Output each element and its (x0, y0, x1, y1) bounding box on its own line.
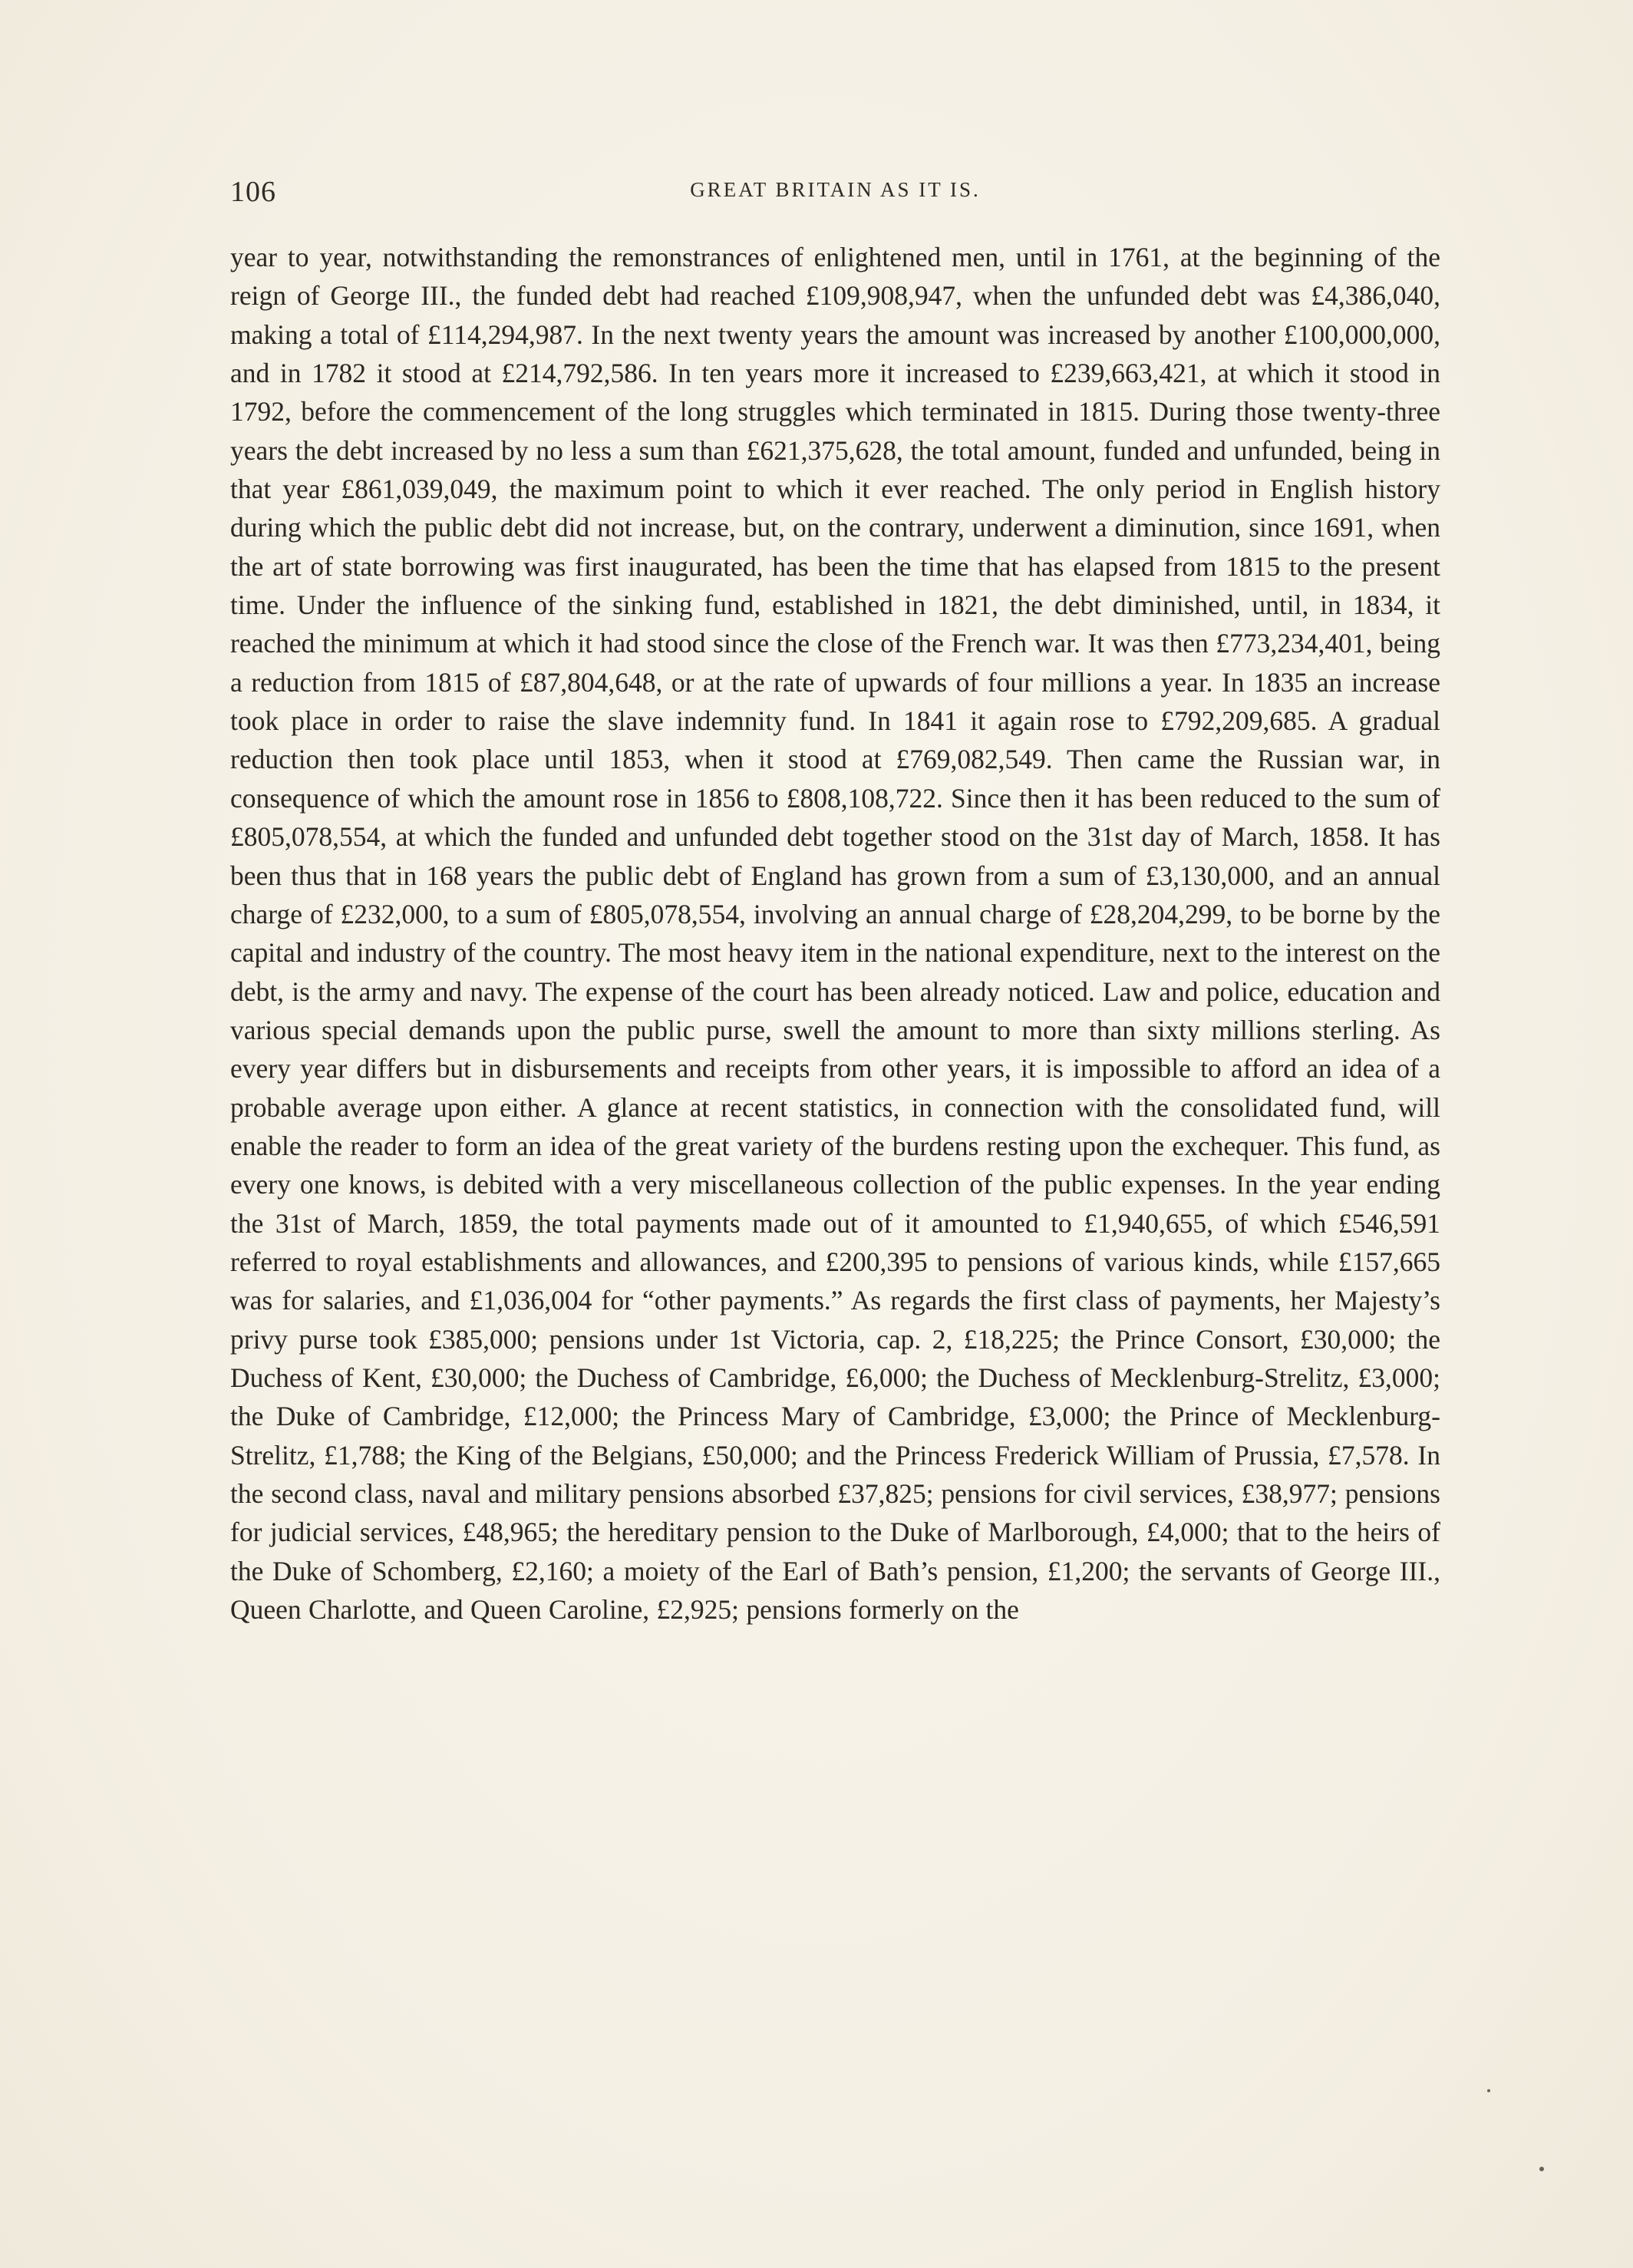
page-header (230, 175, 1440, 213)
body-paragraph: year to year, notwithstanding the remonstrances of enlightened men, until in 1761, at the beginning of the reign of George III., the funded debt had reached £109,908,947, when the unfunded debt was £4,386,040, making a total of £114,294,987. In the next twenty years the amount was increased by another £100,000,000, and in 1782 it stood at £214,792,586. In ten years more it increased to £239,663,421, at which it stood in 1792, before the commencement of the long struggles which terminated in 1815. During those twenty-three years the debt increased by no less a sum than £621,375,628, the total amount, funded and unfunded, being in that year £861,039,049, the maximum point to which it ever reached. The only period in English history during which the public debt did not increase, but, on the contrary, underwent a diminution, since 1691, when the art of state borrowing was first inaugurated, has been the time that has elapsed from 1815 to the present time. Under the influence of the sinking fund, established in 1821, the debt diminished, until, in 1834, it reached the minimum at which it had stood since the close of the French war. It was then £773,234,401, being a reduction from 1815 of £87,804,648, or at the rate of upwards of four millions a year. In 1835 an increase took place in order to raise the slave indemnity fund. In 1841 it again rose to £792,209,685. A gradual reduction then took place until 1853, when it stood at £769,082,549. Then came the Russian war, in consequence of which the amount rose in 1856 to £808,108,722. Since then it has been reduced to the sum of £805,078,554, at which the funded and unfunded debt together stood on the 31st day of March, 1858. It has been thus that in 168 years the public debt of England has grown from a sum of £3,130,000, and an annual charge of £232,000, to a sum of £805,078,554, involving an annual charge of £28,204,299, to be borne by the capital and industry of the country. The most heavy item in the national expenditure, next to the interest on the debt, is the army and navy. The expense of the court has been already noticed. Law and police, education and various special demands upon the public purse, swell the amount to more than sixty millions sterling. As every year differs but in disbursements and receipts from other years, it is impossible to afford an idea of a probable average upon either. A glance at recent statistics, in connection with the consolidated fund, will enable the reader to form an idea of the great variety of the burdens resting upon the exchequer. This fund, as every one knows, is debited with a very miscellaneous collection of the public expenses. In the year ending the 31st of March, 1859, the total payments made out of it amounted to £1,940,655, of which £546,591 referred to royal establishments and allowances, and £200,395 to pensions of various kinds, while £157,665 was for salaries, and £1,036,004 for “other payments.” As regards the first class of payments, her Majesty’s privy purse took £385,000; pensions under 1st Victoria, cap. 2, £18,225; the Prince Consort, £30,000; the Duchess of Kent, £30,000; the Duchess of Cambridge, £6,000; the Duchess of Mecklenburg-Strelitz, £3,000; the Duke of Cambridge, £12,000; the Princess Mary of Cambridge, £3,000; the Prince of Mecklenburg-Strelitz, £1,788; the King of the Belgians, £50,000; and the Princess Frederick William of Prussia, £7,578. In the second class, naval and military pensions absorbed £37,825; pensions for civil services, £38,977; pensions for judicial services, £48,965; the hereditary pension to the Duke of Marlborough, £4,000; that to the heirs of the Duke of Schomberg, £2,160; a moiety of the Earl of Bath’s pension, £1,200; the servants of George III., Queen Charlotte, and Queen Caroline, £2,925; pensions formerly on the (230, 242, 1440, 1626)
page-number: 106 (230, 176, 276, 208)
paper-speck (1487, 2089, 1490, 2092)
running-title: GREAT BRITAIN AS IT IS. (690, 178, 981, 201)
paper-speck (1539, 2167, 1544, 2171)
